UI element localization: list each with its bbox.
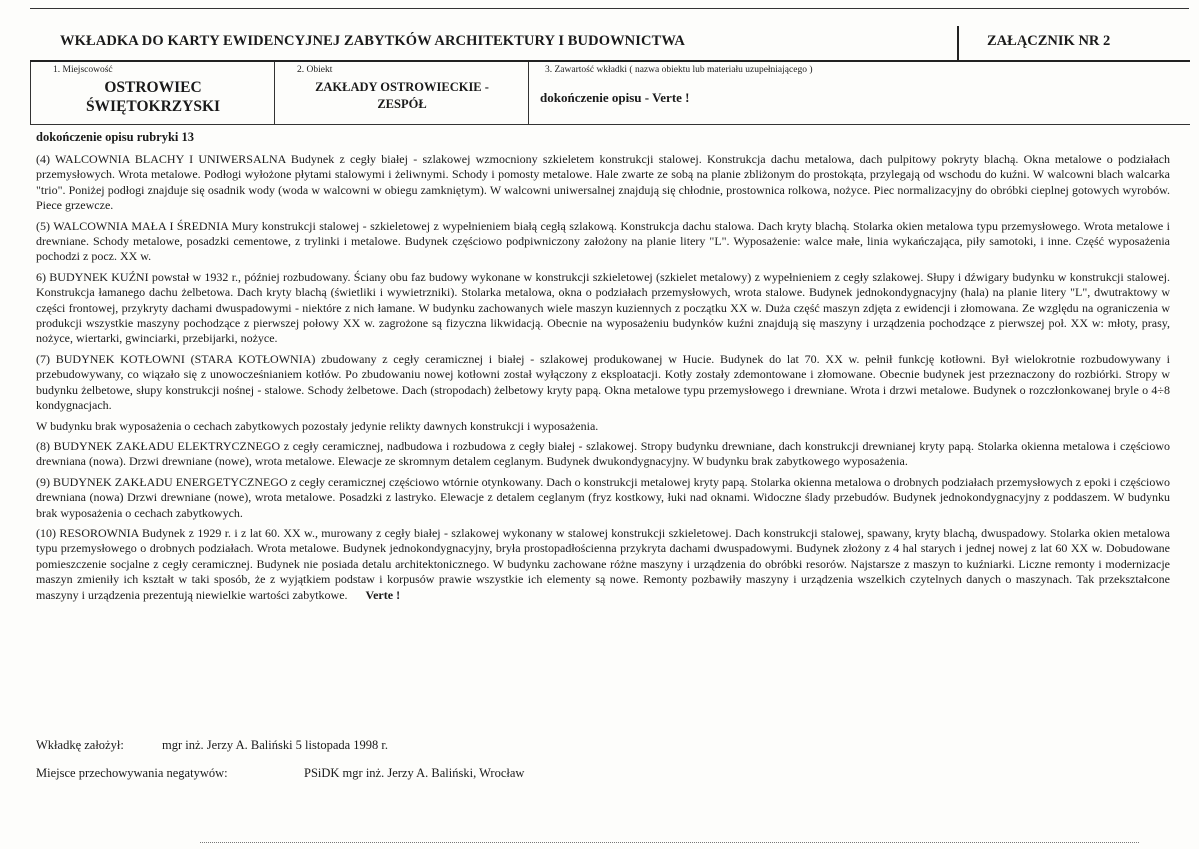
header-divider <box>957 26 959 62</box>
paragraph-kotlownia-note: W budynku brak wyposażenia o cechach zabytkowych pozostały jedynie relikty dawnych konstrukcji i wyposażenia. <box>36 418 599 433</box>
section-title: dokończenie opisu rubryki 13 <box>36 130 195 144</box>
footer-storage-row <box>36 766 524 781</box>
field-place-value-line2: ŚWIĘTOKRZYSKI <box>85 98 221 115</box>
field-object-value <box>275 79 529 113</box>
bottom-divider <box>200 842 1139 843</box>
footer-created-value: mgr inż. Jerzy A. Baliński 5 listopada 1998 r. <box>162 738 389 752</box>
field-place <box>30 62 275 124</box>
field-insert-content <box>528 62 1191 124</box>
field-insert-content-value: dokończenie opisu - Verte ! <box>540 90 690 105</box>
field-place-value <box>31 78 275 116</box>
top-divider <box>30 8 1189 9</box>
field-object <box>274 62 529 124</box>
description-body <box>36 152 1170 608</box>
field-object-value-line1: ZAKŁADY OSTROWIECKIE - <box>315 80 489 94</box>
annex-number: ZAŁĄCZNIK NR 2 <box>987 33 1111 49</box>
field-object-value-line2: ZESPÓŁ <box>377 97 427 111</box>
metadata-fields <box>30 62 1190 125</box>
field-place-label: 1. Miejscowość <box>53 65 113 75</box>
footer-created-label: Wkładkę założył: <box>36 738 124 752</box>
paragraph-zaklad-energetyczny: (9) BUDYNEK ZAKŁADU ENERGETYCZNEGO z cegły ceramicznej częściowo wtórnie otynkowany. Dach o konstrukcji metalowej kryty papą. Stolarka okienna metalowa o drobnych podziałach przemysłowych z epoki i częściowo drewniana (nowa) Drzwi drewniane (nowe), wrota metalowe. Posadzki z lastryko. Elewacje z detalem ceglanym (fryz kostkowy, łuki nad oknami. Widoczne ślady przebudów. Budynek jednokondygnacyjny z poddaszem. W budynku brak wyposażenia o cechach zabytkowych. <box>36 474 1170 520</box>
field-object-label: 2. Obiekt <box>297 65 333 75</box>
footer-storage-label: Miejsce przechowywania negatywów: <box>36 766 228 780</box>
field-insert-content-label: 3. Zawartość wkładki ( nazwa obiektu lub materiału uzupełniającego ) <box>545 65 813 75</box>
paragraph-kotlownia: (7) BUDYNEK KOTŁOWNI (STARA KOTŁOWNIA) zbudowany z cegły ceramicznej i białej - szlakowej produkowanej w Hucie. Budynek do lat 70. XX w. pełnił funkcję kotłowni. Był wielokrotnie rozbudowywany i przebudowywany, co wiązało się z unowocześnianiem kotłów. Po zbudowaniu nowej kotłowni został wyłączony z eksploatacji. Kotły zostały zdemontowane i złomowane. Obecnie budynek jest przeznaczony do rozbiórki. Stropy w budynku żelbetowe, słupy konstrukcji nośnej - stalowe. Schody żelbetowe. Dach (stropodach) żelbetowy kryty papą. Okna metalowe typu przemysłowego i drewniane. Wrota i drzwi metalowe. Budynek o rozczłonkowanej bryle o 4÷8 kondygnacjach. <box>36 351 1170 413</box>
paragraph-resorownia <box>36 526 1170 603</box>
paragraph-walcownia-mala: (5) WALCOWNIA MAŁA I ŚREDNIA Mury konstrukcji stalowej - szkieletowej z wypełnieniem białą cegłą szlakową. Konstrukcja dachu stalowa. Dach kryty blachą. Stolarka okien metalowa typu przemysłowego. Wrota metalowe i drewniane. Schody metalowe, posadzki cementowe, z trylinki i metalowe. Budynek częściowo podpiwniczony założony na planie litery "L". Wyposażenie: walce małe, linia wykańczająca, piły samotoki, i inne. Część wyposażenia pochodzi z pocz. XX w. <box>36 218 1170 264</box>
footer-storage-value: PSiDK mgr inż. Jerzy A. Baliński, Wrocław <box>304 766 525 780</box>
footer-created-row <box>36 738 388 753</box>
document-title: WKŁADKA DO KARTY EWIDENCYJNEJ ZABYTKÓW ARCHITEKTURY I BUDOWNICTWA <box>60 33 685 49</box>
header-bar <box>30 30 1190 62</box>
verte-note: Verte ! <box>365 587 401 602</box>
paragraph-resorownia-text: (10) RESOROWNIA Budynek z 1929 r. i z lat 60. XX w., murowany z cegły białej - szlakowej wykonany w stalowej konstrukcji szkieletowej. Dach konstrukcji stalowej, spawany, kryty blachą, dwuspadowy. Stolarka okien metalowa typu przemysłowego o drobnych podziałach. Wrota metalowe. Budynek jednokondygnacyjny, bryła prostopadłościenna przykryta dachami dwuspadowymi. Budynek złożony z 4 hal starych i jednej nowej z lat 60 XX w. Dobudowane pomieszczenie socjalne z cegły ceramicznej. Budynek nie posiada detalu architektonicznego. W budynku zachowane różne maszyny i urządzenia do obróbki resorów. Najstarsze z maszyn to kuźniarki. Liczne remonty i modernizacje maszyn zmieniły ich kształt w taki sposób, że z wyjątkiem podstaw i korpusów prawie wszystkie ich elementy są nowe. Remonty pozbawiły maszyny i urządzenia wszelkich czytelnych danych o maszynach. Tak przekształcone maszyny i urządzenia prezentują niewielkie wartości zabytkowe. <box>36 525 1170 602</box>
paragraph-kuznia: 6) BUDYNEK KUŹNI powstał w 1932 r., później rozbudowany. Ściany obu faz budowy wykonane w konstrukcji szkieletowej (szkielet metalowy) z wypełnieniem z cegły szlakowej. Słupy i dźwigary budynku w konstrukcji stalowej. Konstrukcja łamanego dachu żelbetowa. Dach kryty blachą (świetliki i wywietrzniki). Stolarka metalowa, okna o podziałach przemysłowych, wrota stalowe. Budynek jednokondygnacyjny (hala) na planie litery "L", dwutraktowy w części frontowej, przykryty dachami dwuspadowymi - niektóre z nich łamane. W budynku zachowanych wiele maszyn kuziennych z początku XX w. Duża część maszyn zdjęta z ewidencji i złomowana. Ze względu na ograniczenia w produkcji wszystkie maszyny pochodzące z pierwszej połowy XX w. zagrożone są fizyczna likwidacją. Obecnie na wyposażeniu budynków kuźni znajdują się maszyny i urządzenia pochodzące z pierwszej poł. XX w: młoty, prasy, nożyce, wiertarki, gwinciarki, przebijarki, nożyce. <box>36 269 1170 346</box>
field-place-value-line1: OSTROWIEC <box>104 79 202 96</box>
paragraph-zaklad-elektryczny: (8) BUDYNEK ZAKŁADU ELEKTRYCZNEGO z cegły ceramicznej, nadbudowa i rozbudowa z cegły białej - szlakowej. Stropy budynku drewniane, dach konstrukcji drewnianej kryty papą. Stolarka okienna metalowa i częściowo drewniana (nowa). Drzwi drewniane (nowe), wrota metalowe. Elewacje ze skromnym detalem ceglanym. Budynek dwukondygnacyjny. W budynku brak zabytkowego wyposażenia. <box>36 438 1170 469</box>
paragraph-walcownia-blachy: (4) WALCOWNIA BLACHY I UNIWERSALNA Budynek z cegły białej - szlakowej wzmocniony szkieletem konstrukcji stalowej. Konstrukcja dachu metalowa, dach pulpitowy pokryty blachą. Okna metalowe o podziałach przemysłowych. Wrota metalowe. Podłogi wyłożone płytami stalowymi i żeliwnymi. Schody i pomosty metalowe. Hale zwarte ze sobą na planie zbliżonym do prostokąta, przylegają od wschodu do kuźni. W walcowni blach walcarka "trio". Poniżej podłogi znajduje się osadnik wody (woda w walcowni w obiegu zamkniętym). W walcowni uniwersalnej znajdują się chłodnie, prostownica rolkowa, nożyce. Piec normalizacyjny do obróbki cieplnej gotowych wyrobów. Piece grzewcze. <box>36 152 1170 213</box>
